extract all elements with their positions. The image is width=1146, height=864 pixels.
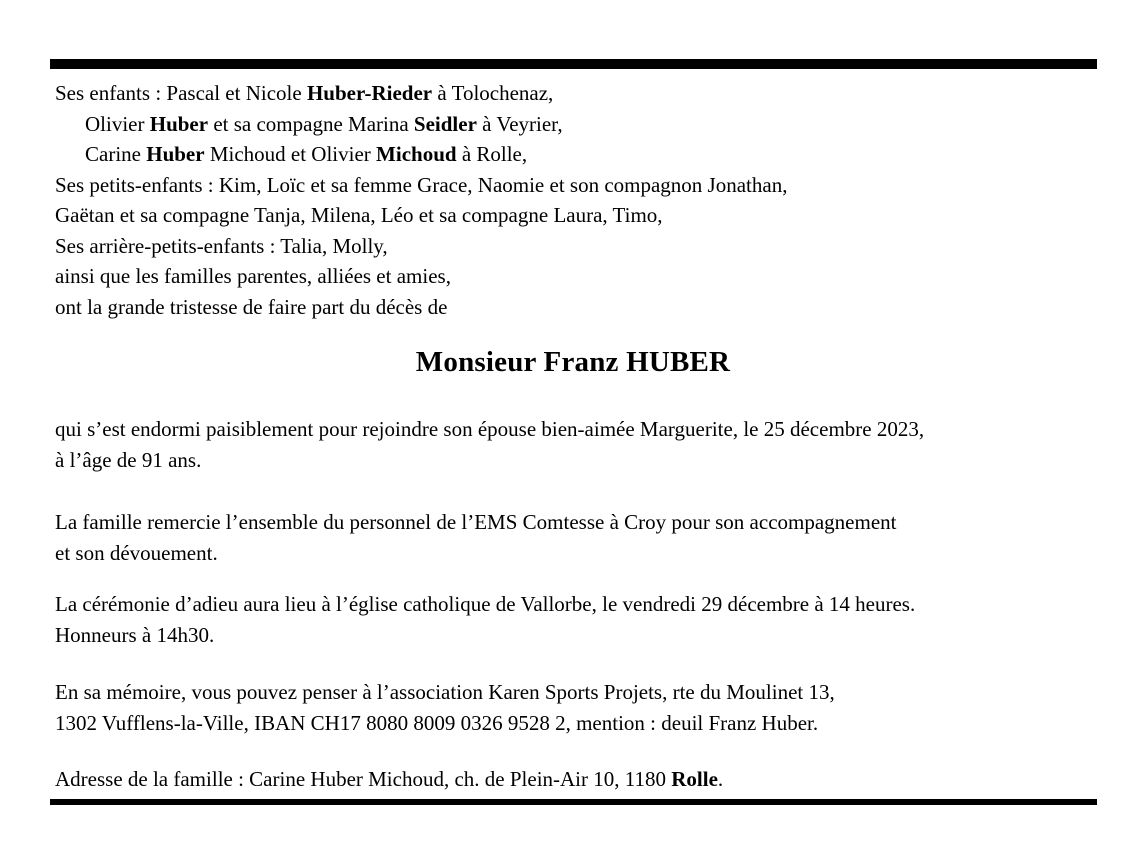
bold-text-segment: Huber-Rieder [306, 81, 433, 105]
text-segment: et sa compagne Marina [208, 111, 414, 136]
family-list [55, 78, 1115, 322]
deceased-name-title: Monsieur Franz HUBER [415, 346, 731, 378]
text-line [55, 78, 1115, 109]
family-address [55, 764, 1115, 795]
bold-text-segment: Huber [149, 111, 209, 136]
text-segment: Ses petits-enfants : Kim, Loïc et sa femme Grace, Naomie et son compagnon Jonathan, [55, 172, 788, 197]
text-line [55, 139, 1115, 170]
bold-text-segment: Michoud [376, 142, 457, 166]
text-segment: ainsi que les familles parentes, alliées et amies, [55, 264, 451, 288]
text-line: La famille remercie l’ensemble du personnel de l’EMS Comtesse à Croy pour son accompagnement [55, 510, 897, 534]
text-segment: à Rolle, [456, 142, 528, 166]
text-segment: Carine [85, 142, 147, 166]
text-segment: ont la grande tristesse de faire part du décès de [55, 294, 448, 319]
text-line: 1302 Vufflens-la-Ville, IBAN CH17 8080 8009 0326 9528 2, mention : deuil Franz Huber. [55, 710, 819, 735]
bold-text-segment: Rolle [671, 767, 718, 791]
text-segment: Olivier [85, 111, 150, 136]
bold-text-segment: Huber [146, 142, 205, 166]
text-segment: Ses enfants : Pascal et Nicole [55, 81, 307, 105]
text-line [55, 292, 1115, 323]
text-line [55, 170, 1115, 201]
text-line: qui s’est endormi paisiblement pour rejoindre son épouse bien-aimée Marguerite, le 25 décembre 2023, [55, 417, 925, 441]
text-line [55, 109, 1115, 140]
bold-text-segment: Seidler [413, 111, 477, 136]
text-line: Honneurs à 14h30. [55, 622, 215, 647]
text-segment: . [717, 767, 724, 791]
paragraph-ceremony [55, 589, 1115, 650]
text-segment: à Tolochenaz, [432, 81, 554, 105]
text-segment: à Veyrier, [476, 111, 563, 136]
bottom-rule [50, 799, 1097, 805]
text-line [55, 231, 1115, 262]
text-line [55, 200, 1115, 231]
text-line [55, 261, 1115, 292]
text-segment: Adresse de la famille : Carine Huber Michoud, ch. de Plein-Air 10, 1180 [55, 767, 672, 791]
text-line [55, 764, 1115, 795]
text-segment: Michoud et Olivier [204, 142, 377, 166]
paragraph-donations [55, 677, 1115, 738]
paragraph-death-notice [55, 414, 1115, 475]
text-segment: Ses arrière-petits-enfants : Talia, Molly, [55, 233, 388, 258]
paragraph-thanks [55, 507, 1115, 568]
text-line: En sa mémoire, vous pouvez penser à l’association Karen Sports Projets, rte du Moulinet 13, [55, 680, 835, 704]
text-line: et son dévouement. [55, 540, 218, 565]
text-line: La cérémonie d’adieu aura lieu à l’église catholique de Vallorbe, le vendredi 29 décembre à 14 heures. [55, 592, 916, 616]
top-rule [50, 59, 1097, 69]
text-line: à l’âge de 91 ans. [55, 447, 202, 472]
text-segment: Gaëtan et sa compagne Tanja, Milena, Léo et sa compagne Laura, Timo, [55, 203, 663, 227]
